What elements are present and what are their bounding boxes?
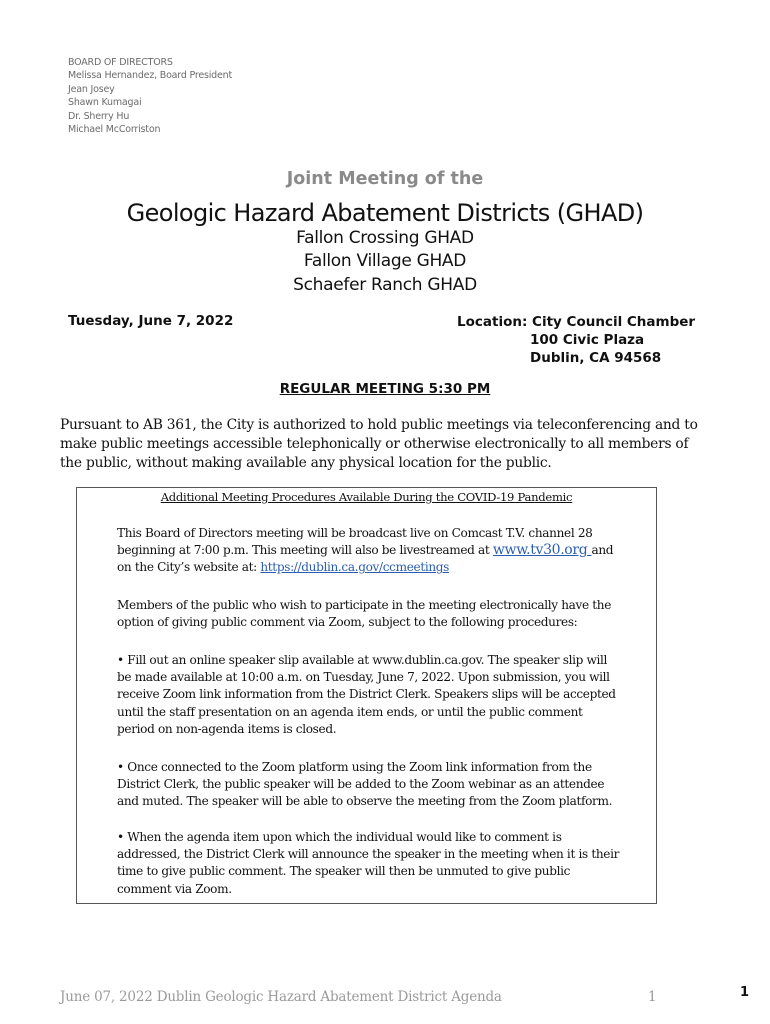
- meeting-type: REGULAR MEETING 5:30 PM: [279, 381, 491, 397]
- meeting-location: Location: City Council Chamber: [457, 314, 696, 330]
- paragraph-line: • Once connected to the Zoom platform using the Zoom link information from the: [117, 760, 592, 774]
- broadcast-text: and: [591, 543, 614, 558]
- paragraph-line: receive Zoom link information from the District Clerk. Speakers slips will be accepted: [117, 687, 616, 702]
- tv30-link[interactable]: www.tv30.org: [492, 542, 592, 559]
- paragraph-line: option of giving public comment via Zoom, subject to the following procedures:: [117, 615, 578, 630]
- bullet-public-comment: [117, 829, 619, 898]
- bullet-speaker-slip: [117, 652, 616, 738]
- board-of-directors: [68, 56, 232, 136]
- board-member: Melissa Hernandez, Board President: [68, 70, 233, 82]
- broadcast-text: on the City’s website at:: [117, 560, 261, 575]
- meeting-address-line2: Dublin, CA 94568: [530, 350, 662, 366]
- paragraph-line: until the staff presentation on an agenda item ends, or until the public comment: [117, 704, 583, 719]
- paragraph-line: be made available at 10:00 a.m. on Tuesday, June 7, 2022. Upon submission, you will: [117, 670, 610, 685]
- broadcast-line: This Board of Directors meeting will be broadcast live on Comcast T.V. channel 28: [117, 526, 593, 540]
- page-title: Geologic Hazard Abatement Districts (GHAD): [126, 199, 644, 227]
- joint-meeting-heading: Joint Meeting of the: [286, 169, 484, 189]
- intro-paragraph: [60, 416, 710, 473]
- participation-paragraph: [117, 597, 611, 631]
- paragraph-line: comment via Zoom.: [117, 881, 232, 896]
- page-number: 1: [740, 985, 750, 1000]
- board-heading: BOARD OF DIRECTORS: [68, 57, 173, 68]
- covid-procedures-box: [76, 487, 657, 904]
- meeting-date: Tuesday, June 7, 2022: [68, 313, 234, 329]
- board-member: Shawn Kumagai: [68, 97, 142, 109]
- footer-page-number: 1: [648, 989, 657, 1005]
- footer-text: June 07, 2022 Dublin Geologic Hazard Abatement District Agenda: [60, 989, 502, 1005]
- district-name: Schaefer Ranch GHAD: [293, 275, 477, 295]
- district-name: Fallon Crossing GHAD: [296, 228, 474, 248]
- intro-line: Pursuant to AB 361, the City is authorized to hold public meetings via teleconferencing and to: [60, 417, 698, 433]
- bullet-zoom-connection: [117, 759, 612, 811]
- broadcast-paragraph: [117, 525, 613, 577]
- procedures-title: Additional Meeting Procedures Available During the COVID-19 Pandemic: [160, 490, 573, 504]
- district-name: Fallon Village GHAD: [303, 251, 467, 271]
- broadcast-line: [117, 542, 613, 559]
- board-member: Jean Josey: [68, 83, 115, 95]
- paragraph-line: period on non-agenda items is closed.: [117, 721, 337, 736]
- board-member: Dr. Sherry Hu: [68, 110, 130, 122]
- paragraph-line: and muted. The speaker will be able to observe the meeting from the Zoom platform.: [117, 794, 613, 809]
- broadcast-text: beginning at 7:00 p.m. This meeting will also be livestreamed at: [117, 543, 493, 558]
- ccmeetings-link[interactable]: https://dublin.ca.gov/ccmeetings: [260, 560, 450, 575]
- paragraph-line: addressed, the District Clerk will announce the speaker in the meeting when it is their: [117, 847, 620, 862]
- board-member: Michael McCorriston: [68, 124, 161, 136]
- paragraph-line: Members of the public who wish to participate in the meeting electronically have the: [117, 598, 612, 612]
- paragraph-line: • When the agenda item upon which the individual would like to comment is: [117, 830, 562, 844]
- intro-line: make public meetings accessible telephonically or otherwise electronically to all members of: [60, 436, 689, 452]
- paragraph-line: • Fill out an online speaker slip available at www.dublin.ca.gov. The speaker slip will: [117, 653, 608, 667]
- paragraph-line: District Clerk, the public speaker will be added to the Zoom webinar as an attendee: [117, 777, 605, 792]
- paragraph-line: time to give public comment. The speaker will then be unmuted to give public: [117, 864, 571, 879]
- intro-line: the public, without making available any physical location for the public.: [60, 455, 552, 471]
- meeting-address-line1: 100 Civic Plaza: [530, 332, 645, 348]
- broadcast-line: [117, 559, 613, 576]
